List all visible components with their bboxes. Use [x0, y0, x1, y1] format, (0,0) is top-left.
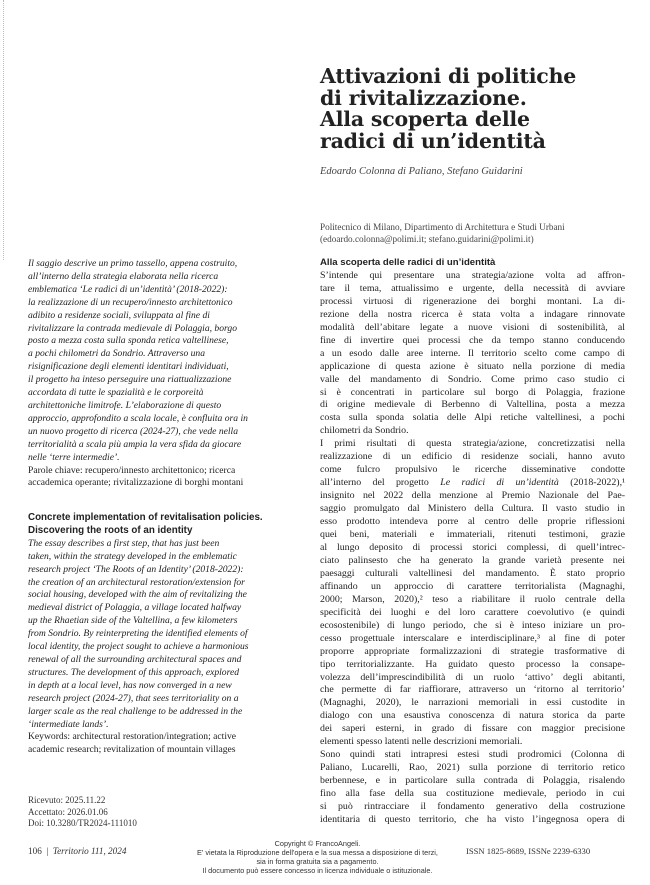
body-line: ciato palinsesto che ha generato la grande varietà presente nei [320, 554, 625, 566]
abstract-line: rivitalizzare la contrada medievale di Polaggia, borgo [28, 322, 237, 334]
abstract-line: il progetto ha inteso perseguire una riattualizzazione [28, 374, 232, 386]
body-line: al lungo deposito di processi storici complessi, di quell’intrec- [320, 541, 625, 553]
author-emails: (edoardo.colonna@polimi.it; stefano.guidarini@polimi.it) [320, 234, 534, 244]
abstract-line: local identity, the project sought to achieve a harmonious [28, 641, 249, 653]
body-line: si è concentrati in particolare sul borgo di Polaggia, frazione [320, 386, 625, 398]
abstract-line: social housing, developed with the aim of revitalizing the [28, 589, 247, 601]
keywords-line: Parole chiave: recupero/innesto architettonico; ricerca [28, 464, 236, 476]
abstract-line: The essay describes a first step, that has just been [28, 537, 220, 549]
copyright-line: sia in forma gratuita sia a pagamento. [256, 857, 379, 867]
body-line: elementi spesso latenti nelle descrizioni memoriali. [320, 736, 523, 748]
body-line: modalità dell’abitare legate a nuove visioni di sostenibilità, al [320, 321, 625, 333]
affiliation-name: Politecnico di Milano, Dipartimento di Architettura e Studi Urbani [320, 222, 565, 232]
body-column [320, 257, 625, 827]
keywords-line: academic research; revitalization of mountain villages [28, 744, 236, 756]
footer-separator: | [46, 846, 49, 856]
doi: Doi: 10.3280/TR2024-111010 [28, 818, 137, 828]
copyright-line: E' vietata la Riproduzione dell'opera e la sua messa a disposizione di terzi, [197, 848, 438, 858]
abstract-line: renewal of all the surrounding architectural spaces and [28, 653, 242, 665]
body-line: volezza dell’imprescindibilità di un ruolo ‘attivo’ degli abitanti, [320, 671, 625, 683]
body-line: che permette di far riaffiorare, attraverso un ‘ritorno al territorio’ [320, 684, 625, 696]
abstract-line: research project (2024-27), that sees territoriality on a [28, 692, 239, 704]
abstract-line: accordata di tutte le spazialità e le corporeità [28, 387, 204, 399]
english-title [28, 512, 296, 538]
copyright-line: Il documento può essere concesso in licenza individuale o istituzionale. [202, 866, 433, 876]
issn: ISSN 1825-8689, ISSNe 2239-6330 [466, 846, 591, 856]
abstract-line: adibito a residenze sociali, sviluppata al fine di [28, 309, 210, 321]
abstract-line: risignificazione degli elementi identitari individuati, [28, 361, 229, 373]
keywords-english [28, 731, 296, 757]
body-line: rezione della nostra ricerca è stata volta a indagare rinnovate [320, 308, 625, 320]
article-dates [28, 795, 137, 830]
abstract-line: taken, within the strategy developed in the emblematic [28, 550, 237, 562]
abstract-line: medieval district of Polaggia, a village located halfway [28, 602, 242, 614]
body-line: tipo territorializzante. Ha guidato questo processo la consape- [320, 658, 625, 670]
abstract-line: approccio, approfondito a scala locale, è confluita ora in [28, 412, 248, 424]
abstract-line: the creation of an architectural restoration/extension for [28, 576, 245, 588]
body-line: si può rintracciare il fondamento generativo della costruzione [320, 801, 625, 813]
body-line: fino alla fase della sua costituzione medievale, periodo in cui [320, 788, 625, 800]
body-line: Sono quindi stati intrapresi estesi studi prodromici (Colonna di [320, 749, 625, 761]
article-title [320, 66, 620, 152]
body-line: specificità dei luoghi e del loro carattere coevolutivo (e quindi [320, 606, 625, 618]
section-title: Alla scoperta delle radici di un’identità [320, 257, 496, 268]
body-line: insignito nel 2022 della menzione al Premio Nazionale del Pae- [320, 490, 625, 502]
abstract-body [28, 258, 296, 465]
abstract-line: larger scale as the real challenge to be addressed in the [28, 705, 243, 717]
project-title: Le radici di un’identità [440, 477, 559, 489]
body-line: 2000; Marson, 2020),² teso a riabilitare il ruolo centrale della [320, 593, 625, 605]
body-line: processi virtuosi di rigenerazione dei borghi montani. La di- [320, 295, 625, 307]
received-date: Ricevuto: 2025.11.22 [28, 795, 106, 805]
body-line: paesaggi culturali valtellinesi del mandamento. È stato proprio [320, 567, 625, 579]
footer-page-info [28, 846, 126, 856]
body-line: di origine medievale di Berbenno di Valtellina, posta a mezza [320, 399, 625, 411]
body-line: esso prodotto intendeva porre al centro delle proprie riflessioni [320, 516, 625, 528]
title-line: Alla scoperta delle [320, 107, 530, 131]
body-line: saggio promulgato dal Ministero della Cultura. Il vasto studio in [320, 503, 625, 515]
journal-name: Territorio 111, 2024 [52, 846, 127, 856]
abstract-line: structures. The development of this approach, explored [28, 666, 240, 678]
english-title-line: Concrete implementation of revitalisation policies. [28, 512, 263, 523]
abstract-line: from Sondrio. By reinterpreting the identified elements of [28, 628, 248, 640]
copyright-notice [150, 839, 485, 875]
abstract-english [28, 512, 296, 757]
body-line: berbennese, e in particolare sulla contrada di Polaggia, risalendo [320, 775, 625, 787]
body-line: Paliano, Lucarelli, Rao, 2021) sulla porzione di territorio retico [320, 762, 625, 774]
abstract-line: research project ‘The Roots of an Identity’ (2018-2022): [28, 563, 244, 575]
body-line: valle del mandamento di Sondrio. Come primo caso studio ci [320, 373, 625, 385]
body-line: affinando un approccio di carattere territorialista (Magnaghi, [320, 580, 625, 592]
abstract-line: un nuovo progetto di ricerca (2024-27), che vede nella [28, 425, 239, 437]
abstract-line: emblematica ‘Le radici di un’identità’ (2018-2022): [28, 283, 228, 295]
page-edge-marks [0, 0, 4, 260]
abstract-line: all’interno della strategia elaborata nella ricerca [28, 270, 219, 282]
accepted-date: Accettato: 2026.01.06 [28, 806, 108, 817]
keywords-line: accademica operante; rivitalizzazione di borghi montani [28, 477, 244, 489]
body-line: chilometri da Sondrio. [320, 425, 409, 437]
abstract-line: in depth at a local level, has now converged in a new [28, 679, 232, 691]
body-line: all’interno del progetto Le radici di un’identità (2018-2022),¹ [320, 477, 626, 489]
body-line: cesso progettuale interscalare e interdisciplinare,³ al fine di poter [320, 632, 625, 644]
abstract-body [28, 538, 296, 732]
body-line: a un esodo dalle aree interne. Il territorio scelto come campo di [320, 347, 625, 359]
body-line: (Magnaghi, 2020), le narrazioni memoriali in essi custodite in [320, 697, 625, 709]
body-text [320, 270, 625, 827]
abstract-line: up the Rhaetian side of the Valtellina, a few kilometers [28, 615, 238, 627]
body-line: costa sulla sponda solatia delle Alpi retiche valtellinesi, a pochi [320, 412, 625, 424]
keywords-line: Keywords: architectural restoration/integration; active [28, 731, 237, 743]
abstract-line: Il saggio descrive un primo tassello, appena costruito, [28, 258, 238, 269]
body-line: I primi risultati di questa strategia/azione, concretizzatisi nella [320, 438, 625, 450]
title-line: Attivazioni di politiche [320, 64, 577, 88]
body-line: identitaria di questo territorio, che ha visto l’ingegnosa opera di [320, 813, 625, 825]
abstract-italian [28, 258, 296, 490]
body-line: dei saperi esterni, in grado di fissare con maggior precisione [320, 723, 625, 735]
title-line: radici di un’identità [320, 128, 546, 153]
title-line: di rivitalizzazione. [320, 85, 527, 110]
abstract-line: la realizzazione di un recupero/innesto architettonico [28, 296, 233, 308]
keywords-italian [28, 465, 296, 491]
abstract-line: posto a mezza costa sulla sponda retica valtellinese, [28, 335, 229, 347]
body-line: dialogo con una esaustiva conoscenza di natura storica da parte [320, 710, 625, 722]
body-line: S’intende qui presentare una strategia/azione volta ad affron- [320, 269, 625, 281]
copyright-line: Copyright © FrancoAngeli. [274, 839, 361, 848]
article-authors: Edoardo Colonna di Paliano, Stefano Guidarini [320, 166, 523, 177]
body-line: applicazione di questa azione è situato nella porzione di media [320, 360, 625, 372]
body-line: realizzazione di un edificio di residenze sociali, hanno avuto [320, 451, 625, 463]
body-line: come fulcro propulsivo le ricerche disseminative condotte [320, 464, 625, 476]
page-number: 106 [28, 846, 42, 856]
body-line: quei beni, materiali e immateriali, ritenuti testimoni, grazie [320, 529, 625, 541]
abstract-line: nelle ‘terre intermedie’. [28, 451, 120, 463]
abstract-line: architettoniche limitrofe. L’elaborazione di questo [28, 399, 222, 411]
author-affiliation [320, 221, 625, 245]
body-line: ecosostenibile) di lungo periodo, che si è inteso iniziare un pro- [320, 619, 625, 631]
body-line: tare il tema, attualissimo e urgente, della necessità di avviare [320, 282, 625, 294]
abstract-line: a pochi chilometri da Sondrio. Attraverso una [28, 348, 206, 360]
abstract-line: ‘intermediate lands’. [28, 718, 109, 730]
abstract-line: territorialità a scala più ampia la vera sfida da giocare [28, 438, 242, 450]
english-title-line: Discovering the roots of an identity [28, 524, 193, 536]
body-line: proporre appropriate formalizzazioni di strategie trasformative di [320, 645, 625, 657]
body-line: fine di invertire quei processi che da tempo stanno conducendo [320, 334, 625, 346]
